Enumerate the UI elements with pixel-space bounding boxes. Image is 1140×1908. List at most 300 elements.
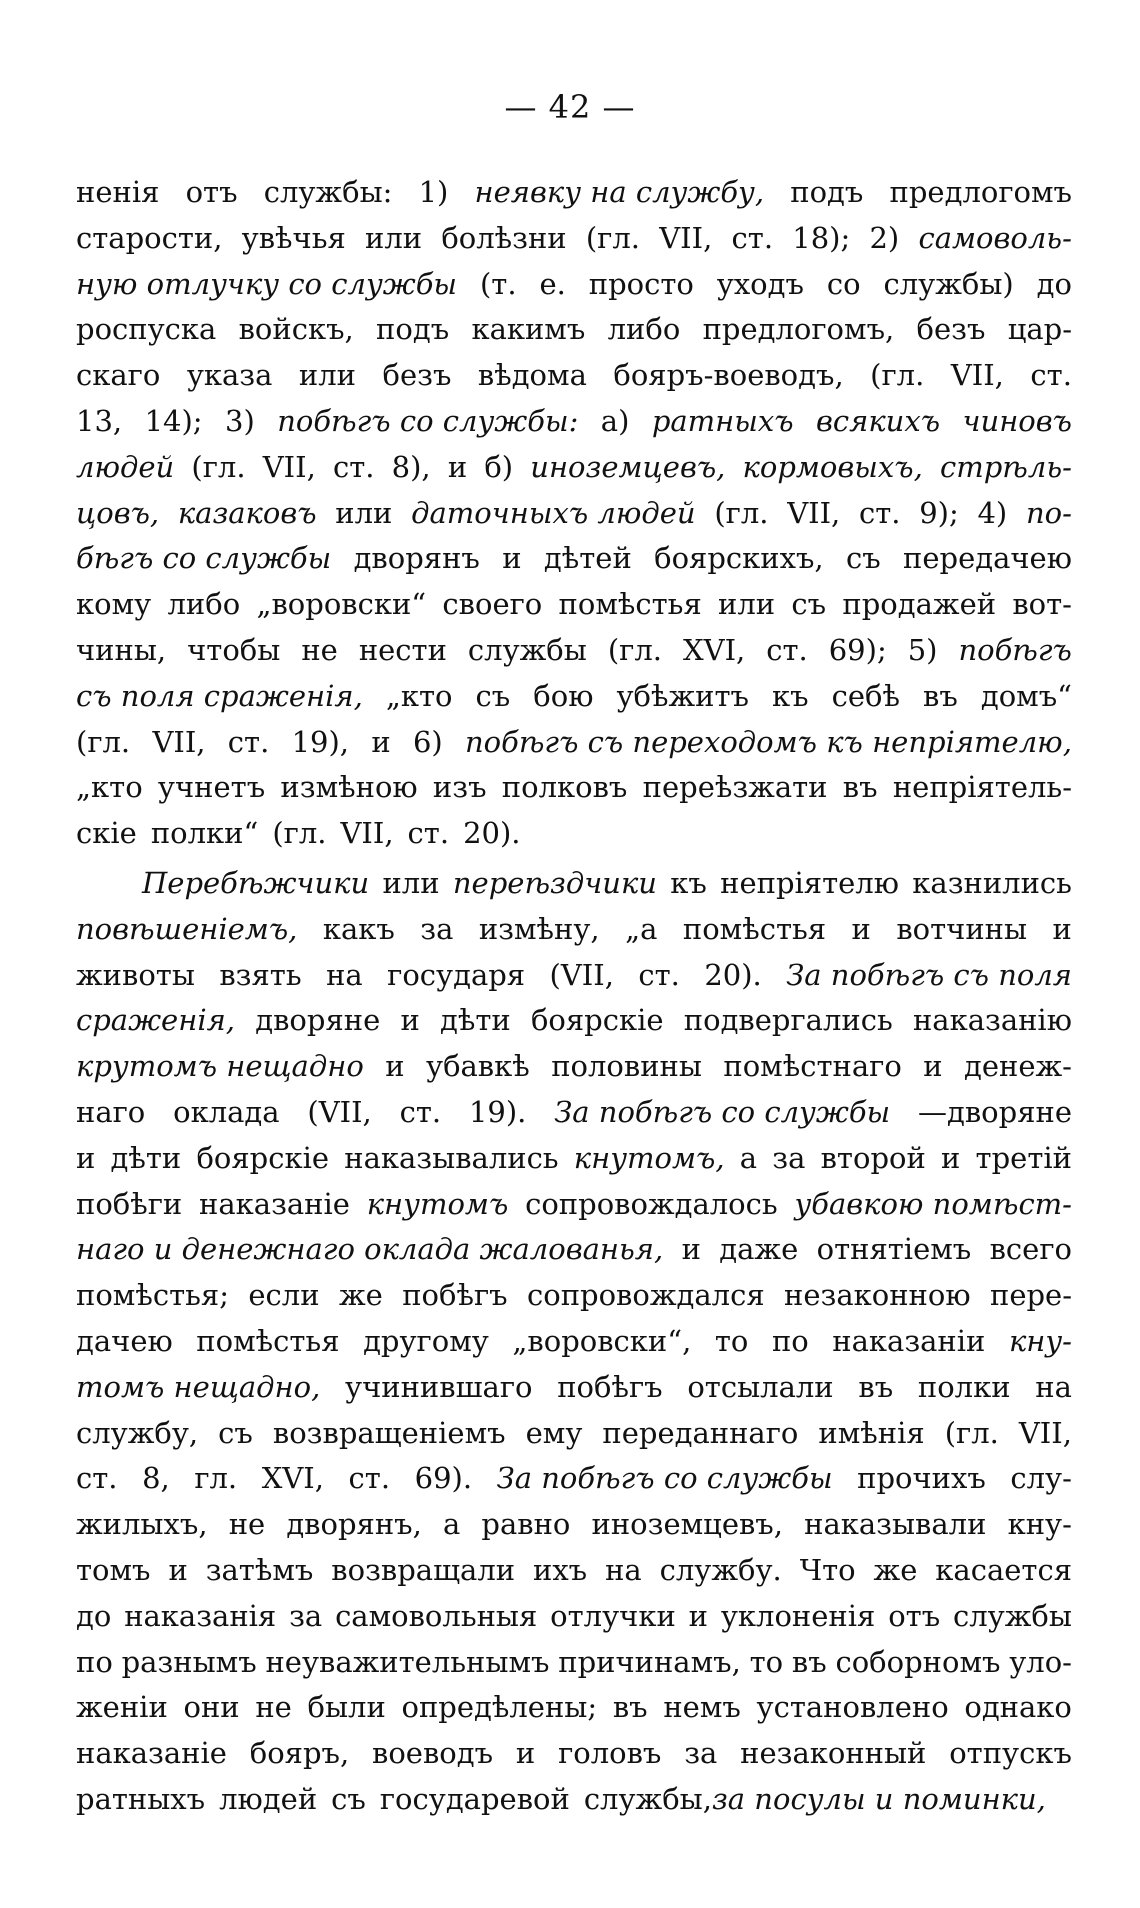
word: предлогомъ (889, 175, 1072, 209)
word: VII, (1018, 1415, 1072, 1450)
word: а (442, 1507, 461, 1542)
word: войскъ, (238, 312, 354, 347)
text-line (76, 1731, 1072, 1777)
word: дѣтей (543, 541, 632, 576)
word: ст. (332, 449, 375, 484)
word: скаго (76, 358, 161, 393)
text-line (76, 1456, 1072, 1502)
italic-word: казаковъ (177, 495, 317, 530)
italic-word: сраженія, (76, 1003, 236, 1038)
italic-word: побѣгъ со службы: (277, 403, 579, 438)
word: и (76, 1140, 96, 1175)
word: или (365, 220, 423, 255)
word: отъ (888, 1598, 941, 1633)
word: полки (917, 1369, 1011, 1404)
word: однако (964, 1690, 1072, 1725)
word: службу. (659, 1552, 782, 1587)
word: сопровождалось (525, 1186, 778, 1221)
word: VII, (659, 220, 713, 255)
word: государя (387, 957, 526, 992)
page-body-text (76, 170, 1072, 1823)
italic-word: За побѣгъ со службы (496, 1461, 833, 1496)
word: разнымъ (121, 1644, 257, 1679)
word: болѣзни (441, 220, 567, 255)
word: съ (331, 1781, 366, 1816)
italic-word: повѣшеніемъ, (76, 911, 298, 946)
word: всего (989, 1232, 1072, 1267)
word: за (772, 1140, 806, 1175)
word: съ (791, 587, 827, 622)
word: б) (484, 449, 514, 484)
word: и (371, 724, 391, 759)
word: наказаніе (199, 1186, 350, 1221)
word: ненія (76, 175, 160, 209)
word: и (385, 1049, 405, 1084)
word: переѣзжати (642, 770, 828, 805)
word: и (1052, 911, 1072, 946)
word: помѣстья (682, 911, 827, 946)
word: 8, (142, 1461, 170, 1496)
word: дѣти (440, 1003, 511, 1038)
word: увѣчья (241, 220, 346, 255)
word: (гл. (76, 724, 131, 759)
word: боярскихъ, (654, 541, 824, 576)
word: воеводъ (372, 1736, 494, 1771)
word: ст. (1030, 358, 1072, 393)
word: кому (76, 587, 152, 622)
text-line (76, 1182, 1072, 1228)
italic-word: даточныхъ людей (411, 495, 696, 530)
word: животы (76, 957, 195, 992)
word: и (447, 449, 468, 484)
word: подъ (790, 175, 864, 209)
text-line (76, 628, 1072, 674)
text-line (76, 674, 1072, 720)
word: 20). (463, 816, 521, 851)
word: половины (551, 1049, 702, 1084)
word: е. (539, 266, 566, 301)
word: цар- (1007, 312, 1072, 347)
text-line (76, 1777, 1072, 1823)
word: то (749, 1644, 784, 1679)
word: отпускъ (949, 1736, 1072, 1771)
italic-word: людей (76, 449, 175, 484)
word: ст. (348, 1461, 391, 1496)
italic-word: кну- (1008, 1323, 1072, 1358)
word: XVI, (261, 1461, 324, 1496)
word: просто (588, 266, 694, 301)
word: въ (858, 1369, 894, 1404)
word: учнетъ (157, 770, 266, 805)
word: до (1036, 266, 1072, 301)
text-line (76, 1685, 1072, 1731)
word: отлучки (550, 1598, 676, 1633)
word: наказаніи (832, 1323, 986, 1358)
word: службы (467, 632, 587, 667)
word: себѣ (831, 678, 900, 713)
word: 18); (792, 220, 851, 255)
word: установлено (756, 1690, 949, 1725)
word: въ (791, 1644, 827, 1679)
word: указа (186, 358, 273, 393)
text-line (76, 1594, 1072, 1640)
word: службы: (263, 175, 393, 209)
text-line (76, 1411, 1072, 1457)
word: на (326, 957, 363, 992)
word: и (515, 1736, 536, 1771)
italic-word: переѣздчики (452, 865, 657, 900)
word: 69); (828, 632, 887, 667)
word: если (248, 1278, 320, 1313)
word: по (771, 1323, 809, 1358)
word: пере- (989, 1278, 1072, 1313)
word: имѣнія (818, 1415, 925, 1450)
text-line (76, 811, 1072, 857)
word: чтобы (187, 632, 281, 667)
text-line (76, 765, 1072, 811)
word: другому (363, 1323, 489, 1358)
word: побѣгъ (402, 1278, 508, 1313)
word: убавкѣ (426, 1049, 530, 1084)
text-line (76, 1273, 1072, 1319)
word: возвращали (331, 1552, 516, 1587)
word: (гл. (272, 816, 327, 851)
word: людей (219, 1781, 318, 1816)
word: продажей (842, 587, 997, 622)
word: 4) (977, 495, 1008, 530)
word: 2) (869, 220, 900, 255)
word: (гл. (191, 449, 246, 484)
word: къ (772, 678, 809, 713)
word: ратныхъ (76, 1781, 206, 1816)
word: „кто (76, 770, 143, 805)
text-line (76, 1502, 1072, 1548)
italic-word: ную отлучку со службы (76, 266, 458, 301)
italic-word: иноземцевъ, (530, 449, 726, 484)
word: службы (953, 1598, 1072, 1633)
italic-word: по- (1025, 495, 1072, 530)
word: немъ (663, 1690, 741, 1725)
word: VII, (950, 358, 1004, 393)
word: на (605, 1552, 642, 1587)
word: вот- (1012, 587, 1072, 622)
word: или (382, 865, 440, 900)
word: не (301, 632, 338, 667)
word: 20). (704, 957, 762, 992)
italic-word: кнутомъ, (573, 1140, 725, 1175)
word: 9); (919, 495, 959, 530)
word: XVI, (682, 632, 746, 667)
word: безъ (382, 358, 452, 393)
text-line (76, 491, 1072, 537)
word: не (255, 1690, 292, 1725)
word: дѣти (110, 1140, 182, 1175)
word: бояръ, (249, 1736, 350, 1771)
word: даже (719, 1232, 799, 1267)
italic-word: всякихъ (816, 403, 941, 438)
word: жилыхъ, (76, 1507, 208, 1542)
word: помѣстья; (76, 1278, 229, 1313)
word: 19). (468, 1094, 527, 1129)
word: причинамъ, (558, 1644, 741, 1679)
word: побѣгъ (557, 1369, 663, 1404)
word: 3) (225, 403, 255, 438)
word: а) (600, 403, 630, 438)
word: наго (76, 1094, 146, 1129)
word: непріятель- (892, 770, 1072, 805)
word: соборномъ (835, 1644, 1001, 1679)
word: и (400, 1003, 420, 1038)
word: то (714, 1323, 749, 1358)
text-line (76, 1044, 1072, 1090)
word: какъ (322, 911, 395, 946)
word: были (307, 1690, 386, 1725)
word: и (688, 1598, 708, 1633)
word: и (681, 1232, 701, 1267)
word: со (826, 266, 861, 301)
word: по (76, 1644, 113, 1679)
word: же (338, 1278, 383, 1313)
word: иноземцевъ, (591, 1507, 783, 1542)
text-line (76, 399, 1072, 445)
word: ст. (76, 1461, 118, 1496)
word: взять (219, 957, 302, 992)
word: (гл. (607, 632, 662, 667)
word: непріятелю (720, 865, 899, 900)
text-line (76, 720, 1072, 766)
word: за (420, 911, 454, 946)
word: скіе (76, 816, 137, 851)
word: чины, (76, 632, 167, 667)
word: прочихъ (857, 1461, 986, 1496)
word: и (941, 1140, 961, 1175)
word: (гл. (714, 495, 769, 530)
word: уклоненія (720, 1598, 876, 1633)
text-line (76, 445, 1072, 491)
word: полки“ (150, 816, 259, 851)
word: наказывали (804, 1507, 987, 1542)
word: дворянъ, (286, 1507, 422, 1542)
word: (гл. (585, 220, 641, 255)
word: помѣстья (196, 1323, 340, 1358)
word: 8), (391, 449, 431, 484)
text-line (76, 1319, 1072, 1365)
word: ст. (399, 1094, 442, 1129)
word: (т. (479, 266, 517, 301)
word: а (739, 1140, 758, 1175)
word: полковъ (501, 770, 628, 805)
word: дворяне (255, 1003, 381, 1038)
word: дачею (76, 1323, 173, 1358)
word: VII, (262, 449, 316, 484)
italic-word: Перебѣжчики (142, 865, 370, 900)
italic-word: крутомъ нещадно (76, 1049, 364, 1084)
italic-word: самоволь- (918, 220, 1072, 255)
italic-word: За побѣгъ съ поля (786, 957, 1072, 992)
italic-word: побѣгъ съ переходомъ къ непріятелю, (464, 724, 1072, 759)
word: они (183, 1690, 240, 1725)
word: равно (481, 1507, 571, 1542)
word: (VII, (549, 957, 614, 992)
word: 69). (414, 1461, 473, 1496)
word: ст. (858, 495, 901, 530)
word: неуважительнымъ (265, 1644, 550, 1679)
word: денеж- (964, 1049, 1072, 1084)
word: либо (607, 312, 681, 347)
word: вѣдома (477, 358, 587, 393)
word: 6) (412, 724, 443, 759)
italic-word: кнутомъ (366, 1186, 509, 1221)
word: передачею (903, 541, 1072, 576)
word: слу- (1010, 1461, 1072, 1496)
word: VII, (340, 816, 394, 851)
word: за (684, 1736, 718, 1771)
italic-word: убавкою помѣст- (794, 1186, 1072, 1221)
word: домъ“ (980, 678, 1072, 713)
word: изъ (432, 770, 487, 805)
word: боярскіе (530, 1003, 664, 1038)
word: бояръ-воеводъ, (613, 358, 844, 393)
text-line (76, 1090, 1072, 1136)
word: службы, (583, 1781, 712, 1816)
word: нести (358, 632, 447, 667)
word: или (298, 358, 356, 393)
word: —дворяне (917, 1094, 1072, 1129)
text-line (76, 262, 1072, 308)
word: или (718, 587, 776, 622)
word: „воровски“, (512, 1323, 692, 1358)
word: (гл. (944, 1415, 999, 1450)
word: возвращеніемъ (272, 1415, 506, 1450)
word: какимъ (471, 312, 586, 347)
word: оклада (173, 1094, 280, 1129)
word: ст. (407, 816, 450, 851)
italic-word: неявку на службу, (474, 175, 765, 209)
word: и (923, 1049, 943, 1084)
word: головъ (558, 1736, 662, 1771)
word: VII, (787, 495, 841, 530)
word: въ (612, 1690, 648, 1725)
word: казнились (912, 865, 1072, 900)
italic-word: наго и денежнаго оклада жалованья, (76, 1232, 664, 1267)
word: незаконною (784, 1278, 971, 1313)
word: 13, (76, 403, 123, 438)
word: за (289, 1598, 323, 1633)
word: 1) (418, 175, 449, 209)
word: наказанію (912, 1003, 1072, 1038)
text-line (76, 216, 1072, 262)
word: и (502, 541, 522, 576)
word: самовольныя (335, 1598, 538, 1633)
word: второй (820, 1140, 926, 1175)
word: къ (670, 865, 707, 900)
word: бою (533, 678, 594, 713)
italic-word: чиновъ (962, 403, 1072, 438)
word: Что (799, 1552, 856, 1587)
italic-word: бѣгъ со службы (76, 541, 332, 576)
word: ст. (766, 632, 808, 667)
word: ихъ (533, 1552, 588, 1587)
text-line (76, 1136, 1072, 1182)
word: сопровождался (527, 1278, 765, 1313)
text-line (76, 1227, 1072, 1273)
word: „а (625, 911, 658, 946)
word: отъ (185, 175, 238, 209)
text-line (76, 307, 1072, 353)
word: съ (218, 1415, 253, 1450)
italic-word: кормовыхъ, (742, 449, 923, 484)
word: ст. (731, 220, 774, 255)
word: въ (842, 770, 878, 805)
word: съ (475, 678, 511, 713)
italic-word: за посулы и поминки, (711, 1781, 1046, 1816)
word: службы) (883, 266, 1014, 301)
word: государевой (379, 1781, 570, 1816)
word: помѣстнаго (723, 1049, 902, 1084)
word: ст. (227, 724, 270, 759)
word: наказанія (124, 1598, 277, 1633)
word: на (1035, 1369, 1072, 1404)
word: „воровски“ (256, 587, 427, 622)
word: наказаніе (76, 1736, 227, 1771)
text-line (76, 1365, 1072, 1411)
text-line (76, 998, 1072, 1044)
italic-word: стрѣль- (939, 449, 1072, 484)
word: кну- (1007, 1507, 1072, 1542)
word: съ (845, 541, 881, 576)
italic-word: ратныхъ (651, 403, 794, 438)
word: третій (975, 1140, 1072, 1175)
text-line (76, 170, 1072, 216)
text-line (76, 861, 1072, 907)
word: наказывались (344, 1140, 559, 1175)
italic-word: томъ нещадно, (76, 1369, 321, 1404)
word: женіи (76, 1690, 168, 1725)
word: измѣну, (478, 911, 600, 946)
word: отнятіемъ (816, 1232, 972, 1267)
word: гл. (194, 1461, 238, 1496)
word: предлогомъ, (702, 312, 895, 347)
italic-word: побѣгъ (958, 632, 1072, 667)
word: уло- (1009, 1644, 1072, 1679)
word: до (76, 1598, 112, 1633)
word: незаконный (740, 1736, 927, 1771)
text-line (76, 582, 1072, 628)
word: отсылали (687, 1369, 834, 1404)
word: (VII, (307, 1094, 372, 1129)
word: „кто (385, 678, 453, 713)
word: вотчины (896, 911, 1028, 946)
word: (гл. (870, 358, 925, 393)
word: 19), (291, 724, 350, 759)
word: не (228, 1507, 266, 1542)
word: VII, (152, 724, 206, 759)
word: и (851, 911, 871, 946)
word: касается (935, 1552, 1072, 1587)
word: измѣною (280, 770, 418, 805)
word: либо (167, 587, 241, 622)
word: дворянъ (353, 541, 480, 576)
word: службу, (76, 1415, 199, 1450)
word: помѣстья (558, 587, 702, 622)
word: опредѣлены; (401, 1690, 598, 1725)
italic-word: цовъ, (76, 495, 160, 530)
word: и (168, 1552, 188, 1587)
word: своего (442, 587, 543, 622)
word: 5) (907, 632, 938, 667)
word: подвергались (683, 1003, 893, 1038)
text-line (76, 953, 1072, 999)
